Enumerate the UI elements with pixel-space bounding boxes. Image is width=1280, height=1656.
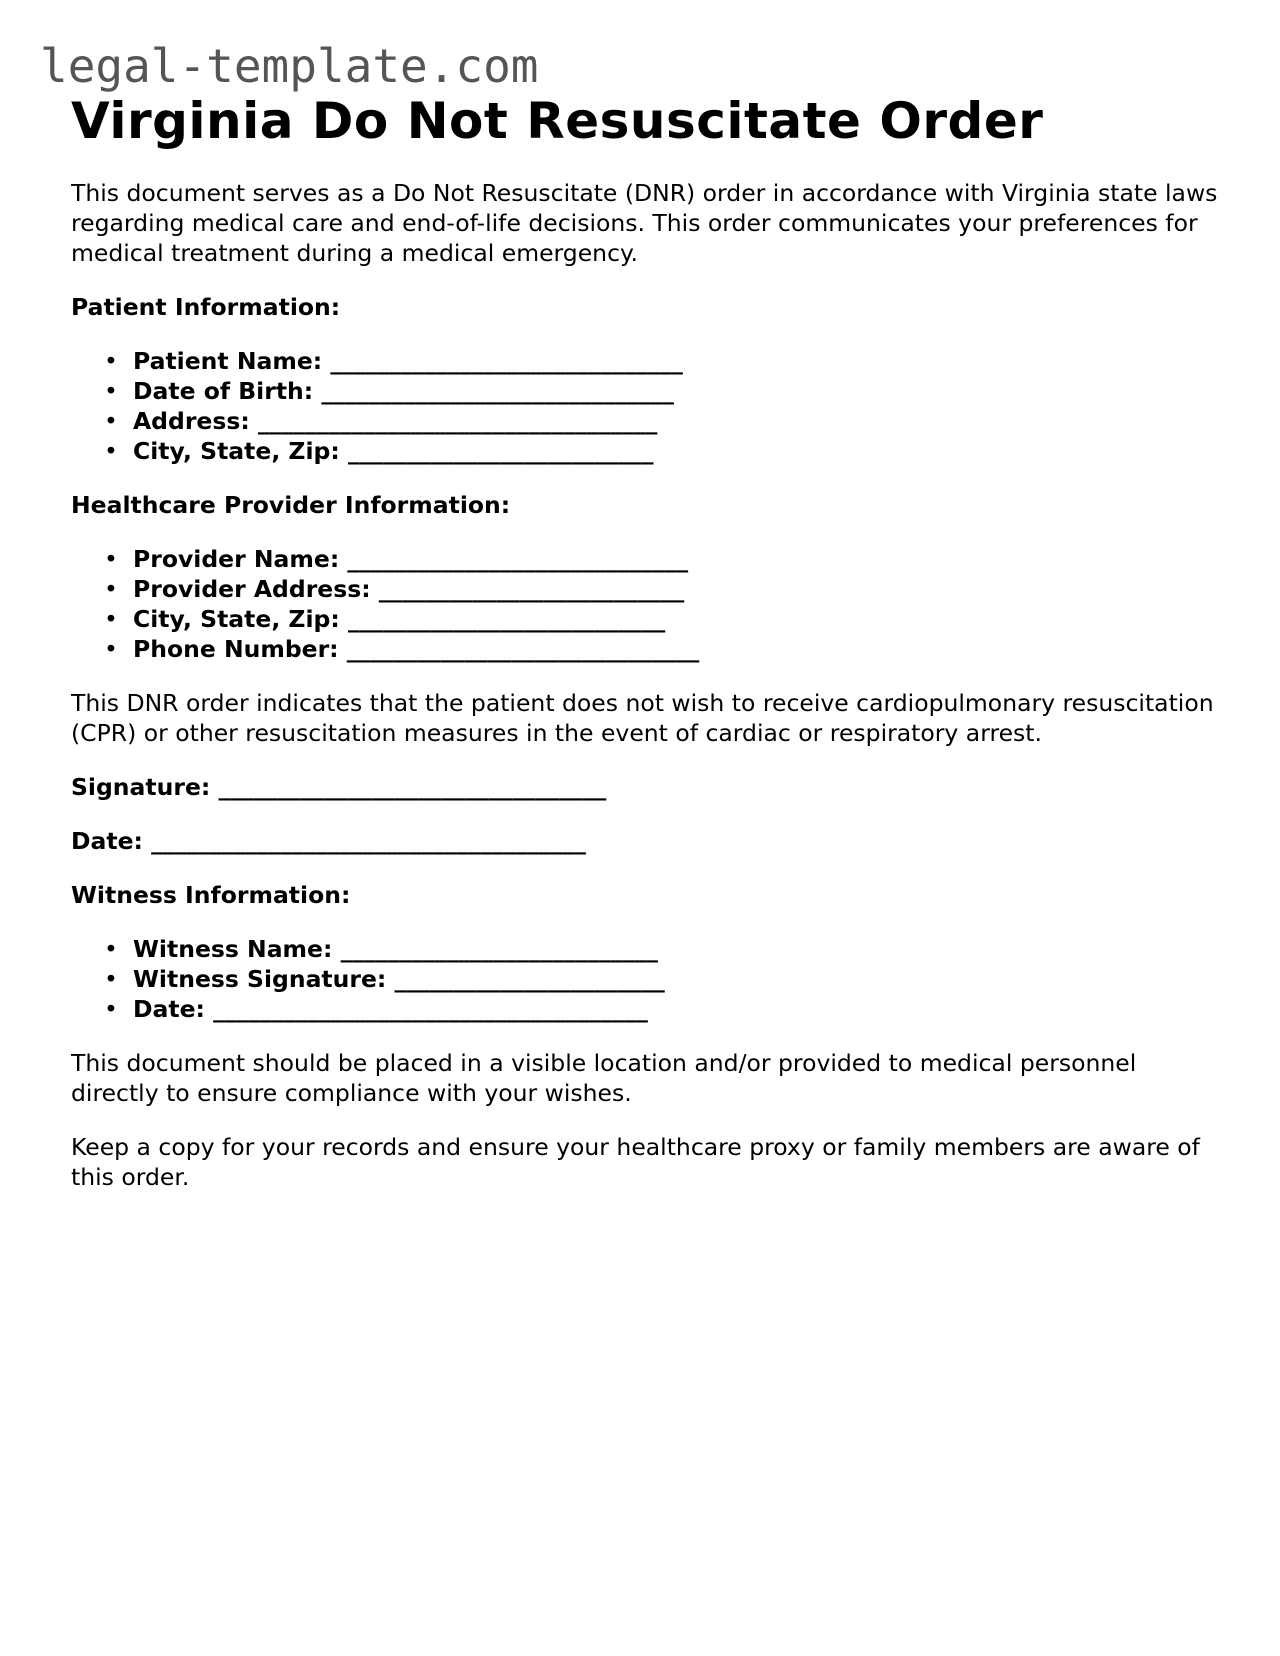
patient-city-state-zip-field — [71, 436, 1231, 466]
provider-fields-list — [71, 544, 1231, 664]
witness-name-field — [71, 934, 1231, 964]
field-blank[interactable]: _____________________________ — [347, 545, 689, 573]
bullet-icon: • — [104, 575, 118, 603]
field-blank[interactable]: ___________________________ — [347, 605, 666, 633]
field-blank[interactable]: __________________________ — [347, 437, 654, 465]
field-blank[interactable]: _____________________________________ — [213, 995, 648, 1023]
patient-dob-field — [71, 376, 1231, 406]
field-label: Date of Birth: — [133, 377, 314, 405]
signature-field — [71, 772, 1231, 802]
copy-note-paragraph: Keep a copy for your records and ensure your healthcare proxy or family members are aware of this order. — [71, 1133, 1200, 1191]
provider-address-field — [71, 574, 1231, 604]
field-blank[interactable]: ______________________________ — [321, 377, 674, 405]
patient-name-field — [71, 346, 1231, 376]
document-body — [71, 88, 1231, 1192]
field-label: Provider Address: — [133, 575, 371, 603]
bullet-icon: • — [104, 377, 118, 405]
field-label: City, State, Zip: — [133, 437, 340, 465]
bullet-icon: • — [104, 347, 118, 375]
provider-phone-field — [71, 634, 1231, 664]
field-label: Address: — [133, 407, 250, 435]
placement-note-paragraph: This document should be placed in a visible location and/or provided to medical personnel directly to ensure compliance with your wishes. — [71, 1049, 1137, 1107]
witness-signature-field — [71, 964, 1231, 994]
bullet-icon: • — [104, 965, 118, 993]
field-label: City, State, Zip: — [133, 605, 340, 633]
witness-section-heading: Witness Information: — [71, 881, 351, 909]
dnr-statement-paragraph: This DNR order indicates that the patient does not wish to receive cardiopulmonary resuscitation (CPR) or other resuscitation measures in the event of cardiac or respiratory arrest. — [71, 689, 1214, 747]
bullet-icon: • — [104, 605, 118, 633]
provider-name-field — [71, 544, 1231, 574]
field-label: Date: — [133, 995, 205, 1023]
witness-date-field — [71, 994, 1231, 1024]
provider-city-state-zip-field — [71, 604, 1231, 634]
field-blank[interactable]: __________________________________ — [257, 407, 658, 435]
field-blank[interactable]: _____________________________________ — [151, 827, 586, 855]
bullet-icon: • — [104, 995, 118, 1023]
witness-fields-list — [71, 934, 1231, 1024]
document-title: Virginia Do Not Resuscitate Order — [71, 92, 1044, 150]
patient-section-heading: Patient Information: — [71, 293, 341, 321]
field-label: Provider Name: — [133, 545, 340, 573]
bullet-icon: • — [104, 407, 118, 435]
field-blank[interactable]: ______________________________ — [330, 347, 683, 375]
field-label: Patient Name: — [133, 347, 323, 375]
bullet-icon: • — [104, 437, 118, 465]
field-blank[interactable]: _______________________ — [394, 965, 665, 993]
patient-fields-list — [71, 346, 1231, 466]
field-blank[interactable]: ___________________________ — [340, 935, 658, 963]
field-label: Phone Number: — [133, 635, 339, 663]
field-label: Witness Signature: — [133, 965, 387, 993]
field-label: Signature: — [71, 773, 211, 801]
patient-address-field — [71, 406, 1231, 436]
field-label: Date: — [71, 827, 143, 855]
provider-section-heading: Healthcare Provider Information: — [71, 491, 511, 519]
field-label: Witness Name: — [133, 935, 333, 963]
field-blank[interactable]: ______________________________ — [346, 635, 700, 663]
field-blank[interactable]: _________________________________ — [218, 773, 607, 801]
bullet-icon: • — [104, 545, 118, 573]
bullet-icon: • — [104, 935, 118, 963]
bullet-icon: • — [104, 635, 118, 663]
date-field — [71, 826, 1231, 856]
watermark-text: legal-template.com — [40, 39, 539, 93]
intro-paragraph: This document serves as a Do Not Resuscitate (DNR) order in accordance with Virginia state laws regarding medical care and end-of-life decisions. This order communicates your preferences for medical treatment during a medical emergency. — [71, 179, 1218, 267]
field-blank[interactable]: __________________________ — [378, 575, 685, 603]
